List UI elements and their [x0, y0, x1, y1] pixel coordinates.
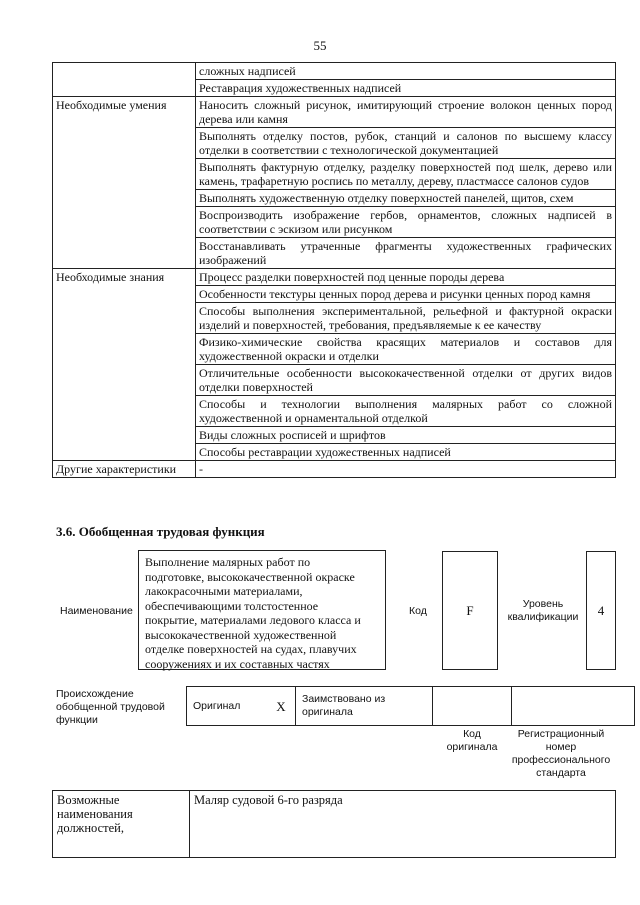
code-label: Код — [409, 605, 427, 617]
name-label: Наименование — [60, 605, 133, 617]
requirement-item: Способы выполнения экспериментальной, рельефной и фактурной окраски изделий и поверхностей, требования, предъявляемые к ее качеству — [196, 303, 616, 334]
page-number: 55 — [313, 38, 327, 53]
function-name-line: покрытие, материалами ледового класса и — [145, 613, 361, 627]
requirement-group-label — [53, 63, 196, 97]
requirement-item: Выполнять отделку постов, рубок, станций и салонов по высшему классу отделки в соответствии с технологической документацией — [196, 128, 616, 159]
requirement-group-label: Необходимые умения — [53, 97, 196, 269]
positions-value: Маляр судовой 6-го разряда — [190, 791, 616, 858]
section-title: 3.6. Обобщенная трудовая функция — [56, 524, 265, 539]
requirement-item: Процесс разделки поверхностей под ценные породы дерева — [196, 269, 616, 286]
code-box — [442, 551, 498, 670]
requirement-row — [53, 269, 616, 286]
function-name-line: высококачественной художественной — [145, 627, 337, 642]
function-name-line: отделке поверхностей на судах, плавучих — [145, 642, 357, 656]
code-original-cell — [433, 687, 512, 726]
function-name-line: сооружениях и их составных частях — [145, 656, 330, 671]
function-name-line: обеспечивающими толстостенное — [145, 598, 319, 613]
code-original-caption: Код оригинала — [446, 728, 498, 753]
requirements-table — [52, 62, 616, 478]
requirement-item: Физико-химические свойства красящих материалов и составов для художественной окраски и отделки — [196, 334, 616, 365]
requirement-item: Выполнять художественную отделку поверхностей панелей, щитов, схем — [196, 190, 616, 207]
requirement-row — [53, 63, 616, 80]
requirement-item: Выполнять фактурную отделку, разделку поверхностей под шелк, дерево или камень, трафаретную роспись по металлу, дереву, пластмассе салонов судов — [196, 159, 616, 190]
requirement-item: Виды сложных росписей и шрифтов — [196, 427, 616, 444]
requirement-item: Особенности текстуры ценных пород дерева и рисунки ценных пород камня — [196, 286, 616, 303]
requirement-group-label: Другие характеристики — [53, 461, 196, 478]
requirement-row — [53, 97, 616, 128]
function-name-text — [145, 555, 379, 671]
requirement-item: Реставрация художественных надписей — [196, 80, 616, 97]
requirement-group-label: Необходимые знания — [53, 269, 196, 461]
origin-label: Происхождение обобщенной трудовой функции — [56, 688, 165, 726]
positions-label: Возможные наименования должностей, — [53, 791, 190, 858]
origin-table — [186, 686, 635, 726]
original-label: Оригинал — [187, 687, 268, 726]
reg-number-caption: Регистрационный номер профессионального стандарта — [511, 728, 611, 779]
code-value: F — [466, 603, 474, 618]
level-box — [586, 551, 616, 670]
requirement-item: Наносить сложный рисунок, имитирующий строение волокон ценных пород дерева или камня — [196, 97, 616, 128]
function-name-line: подготовке, высококачественной окраске — [145, 569, 355, 584]
requirement-item: Способы и технологии выполнения малярных работ со сложной художественной и орнаментальной отделкой — [196, 396, 616, 427]
requirement-item: - — [196, 461, 616, 478]
borrowed-label: Заимствовано из оригинала — [296, 687, 433, 726]
requirement-item: Восстанавливать утраченные фрагменты художественных графических изображений — [196, 238, 616, 269]
requirement-row — [53, 461, 616, 478]
positions-table — [52, 790, 616, 858]
level-value: 4 — [597, 603, 605, 618]
requirement-item: Способы реставрации художественных надписей — [196, 444, 616, 461]
function-name-line: лакокрасочными материалами, — [145, 584, 303, 598]
level-label: Уровень квалификации — [507, 598, 579, 623]
reg-number-cell — [512, 687, 635, 726]
requirement-item: Воспроизводить изображение гербов, орнаментов, сложных надписей в соответствии с эскизом или рисунком — [196, 207, 616, 238]
requirement-item: Отличительные особенности высококачественной отделки от других видов отделки поверхностей — [196, 365, 616, 396]
original-mark: X — [267, 687, 296, 726]
function-name-box — [138, 550, 386, 670]
function-name-line: Выполнение малярных работ по — [145, 555, 311, 569]
requirement-item: сложных надписей — [196, 63, 616, 80]
